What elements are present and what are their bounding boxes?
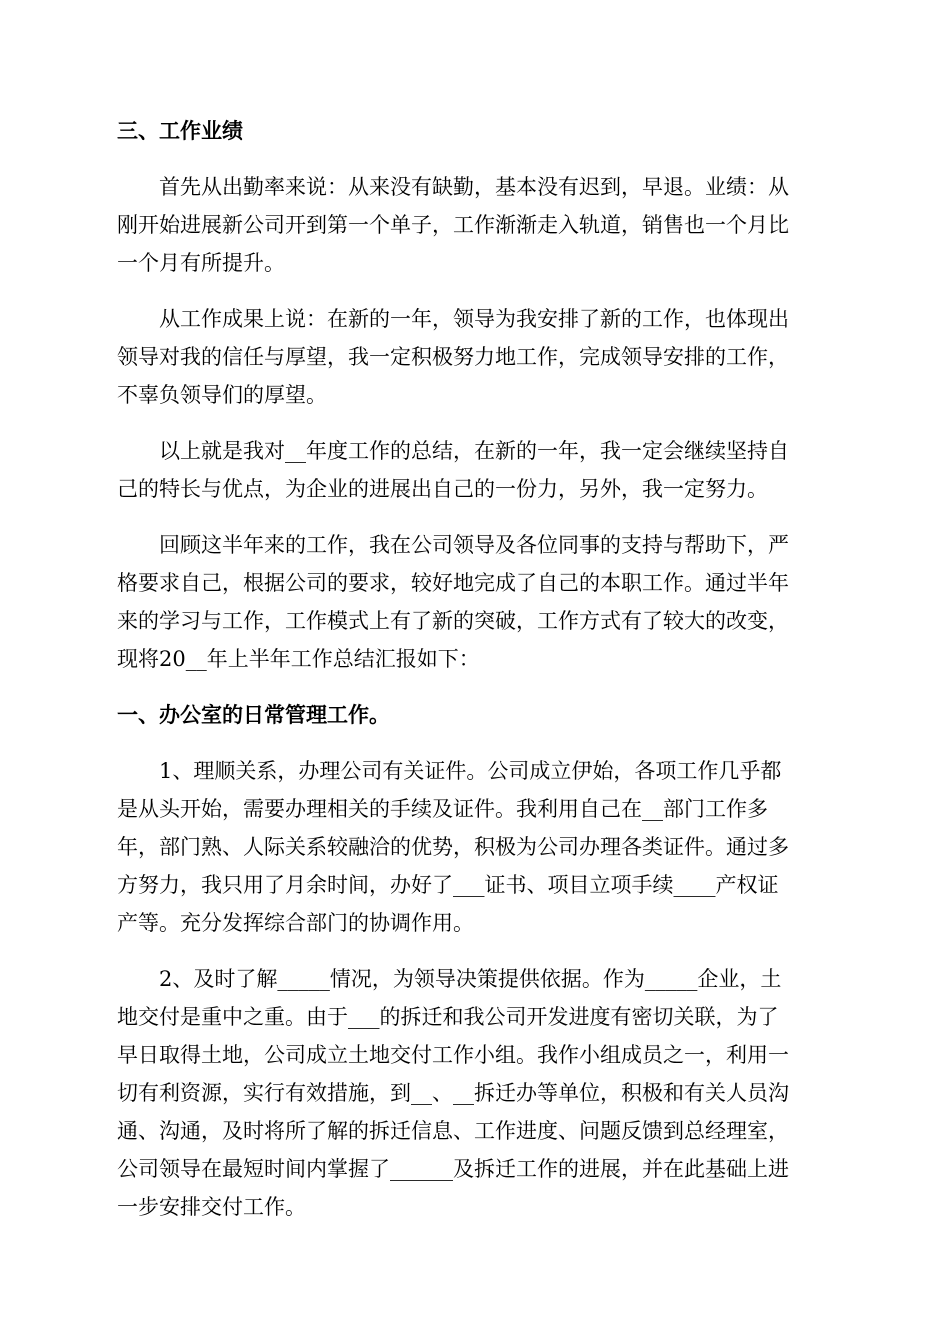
text-line: 一步安排交付工作。	[117, 1195, 306, 1219]
text-line: 通、沟通，及时将所了解的拆迁信息、工作进度、问题反馈到总经理室，	[117, 1119, 789, 1143]
paragraph-review	[117, 526, 833, 678]
text-line: 己的特长与优点，为企业的进展出自己的一份力，另外，我一定努力。	[117, 477, 768, 501]
text-line: 以上就是我对__年度工作的总结，在新的一年，我一定会继续坚持自	[159, 439, 789, 463]
paragraph-results	[117, 300, 833, 414]
text-line: 公司领导在最短时间内掌握了______及拆迁工作的进展，并在此基础上进	[117, 1157, 789, 1181]
text-line: 从工作成果上说：在新的一年，领导为我安排了新的工作，也体现出	[159, 307, 789, 331]
text-line: 切有利资源，实行有效措施，到__、__拆迁办等单位，积极和有关人员沟	[117, 1081, 789, 1105]
text-line: 一个月有所提升。	[117, 251, 285, 275]
text-line: 刚开始进展新公司开到第一个单子，工作渐渐走入轨道，销售也一个月比	[117, 213, 789, 237]
text-line: 产等。充分发挥综合部门的协调作用。	[117, 911, 474, 935]
paragraph-item-2	[117, 960, 833, 1226]
text-line: 年，部门熟、人际关系较融洽的优势，积极为公司办理各类证件。通过多	[117, 835, 789, 859]
section-heading-1: 一、办公室的日常管理工作。	[117, 703, 390, 727]
text-line: 早日取得土地，公司成立土地交付工作小组。我作小组成员之一，利用一	[117, 1043, 789, 1067]
text-line: 2、及时了解_____情况，为领导决策提供依据。作为_____企业，土	[159, 967, 782, 991]
text-line: 不辜负领导们的厚望。	[117, 383, 327, 407]
text-line: 方努力，我只用了月余时间，办好了___证书、项目立项手续____产权证	[117, 873, 779, 897]
section-heading-3: 三、工作业绩	[117, 119, 243, 143]
text-line: 格要求自己，根据公司的要求，较好地完成了自己的本职工作。通过半年	[117, 571, 789, 595]
paragraph-summary	[117, 432, 833, 508]
text-line: 地交付是重中之重。由于___的拆迁和我公司开发进度有密切关联，为了	[117, 1005, 779, 1029]
text-line: 是从头开始，需要办理相关的手续及证件。我利用自己在__部门工作多	[117, 797, 768, 821]
text-line: 首先从出勤率来说：从来没有缺勤，基本没有迟到，早退。业绩：从	[159, 175, 789, 199]
paragraph-attendance	[117, 168, 833, 282]
text-line: 领导对我的信任与厚望，我一定积极努力地工作，完成领导安排的工作，	[117, 345, 789, 369]
text-line: 1、理顺关系，办理公司有关证件。公司成立伊始，各项工作几乎都	[159, 759, 782, 783]
text-line: 回顾这半年来的工作，我在公司领导及各位同事的支持与帮助下，严	[159, 533, 789, 557]
text-line: 来的学习与工作，工作模式上有了新的突破，工作方式有了较大的改变，	[117, 609, 789, 633]
text-line: 现将20__年上半年工作总结汇报如下：	[117, 647, 480, 671]
document-body	[117, 112, 833, 1226]
paragraph-item-1	[117, 752, 833, 942]
